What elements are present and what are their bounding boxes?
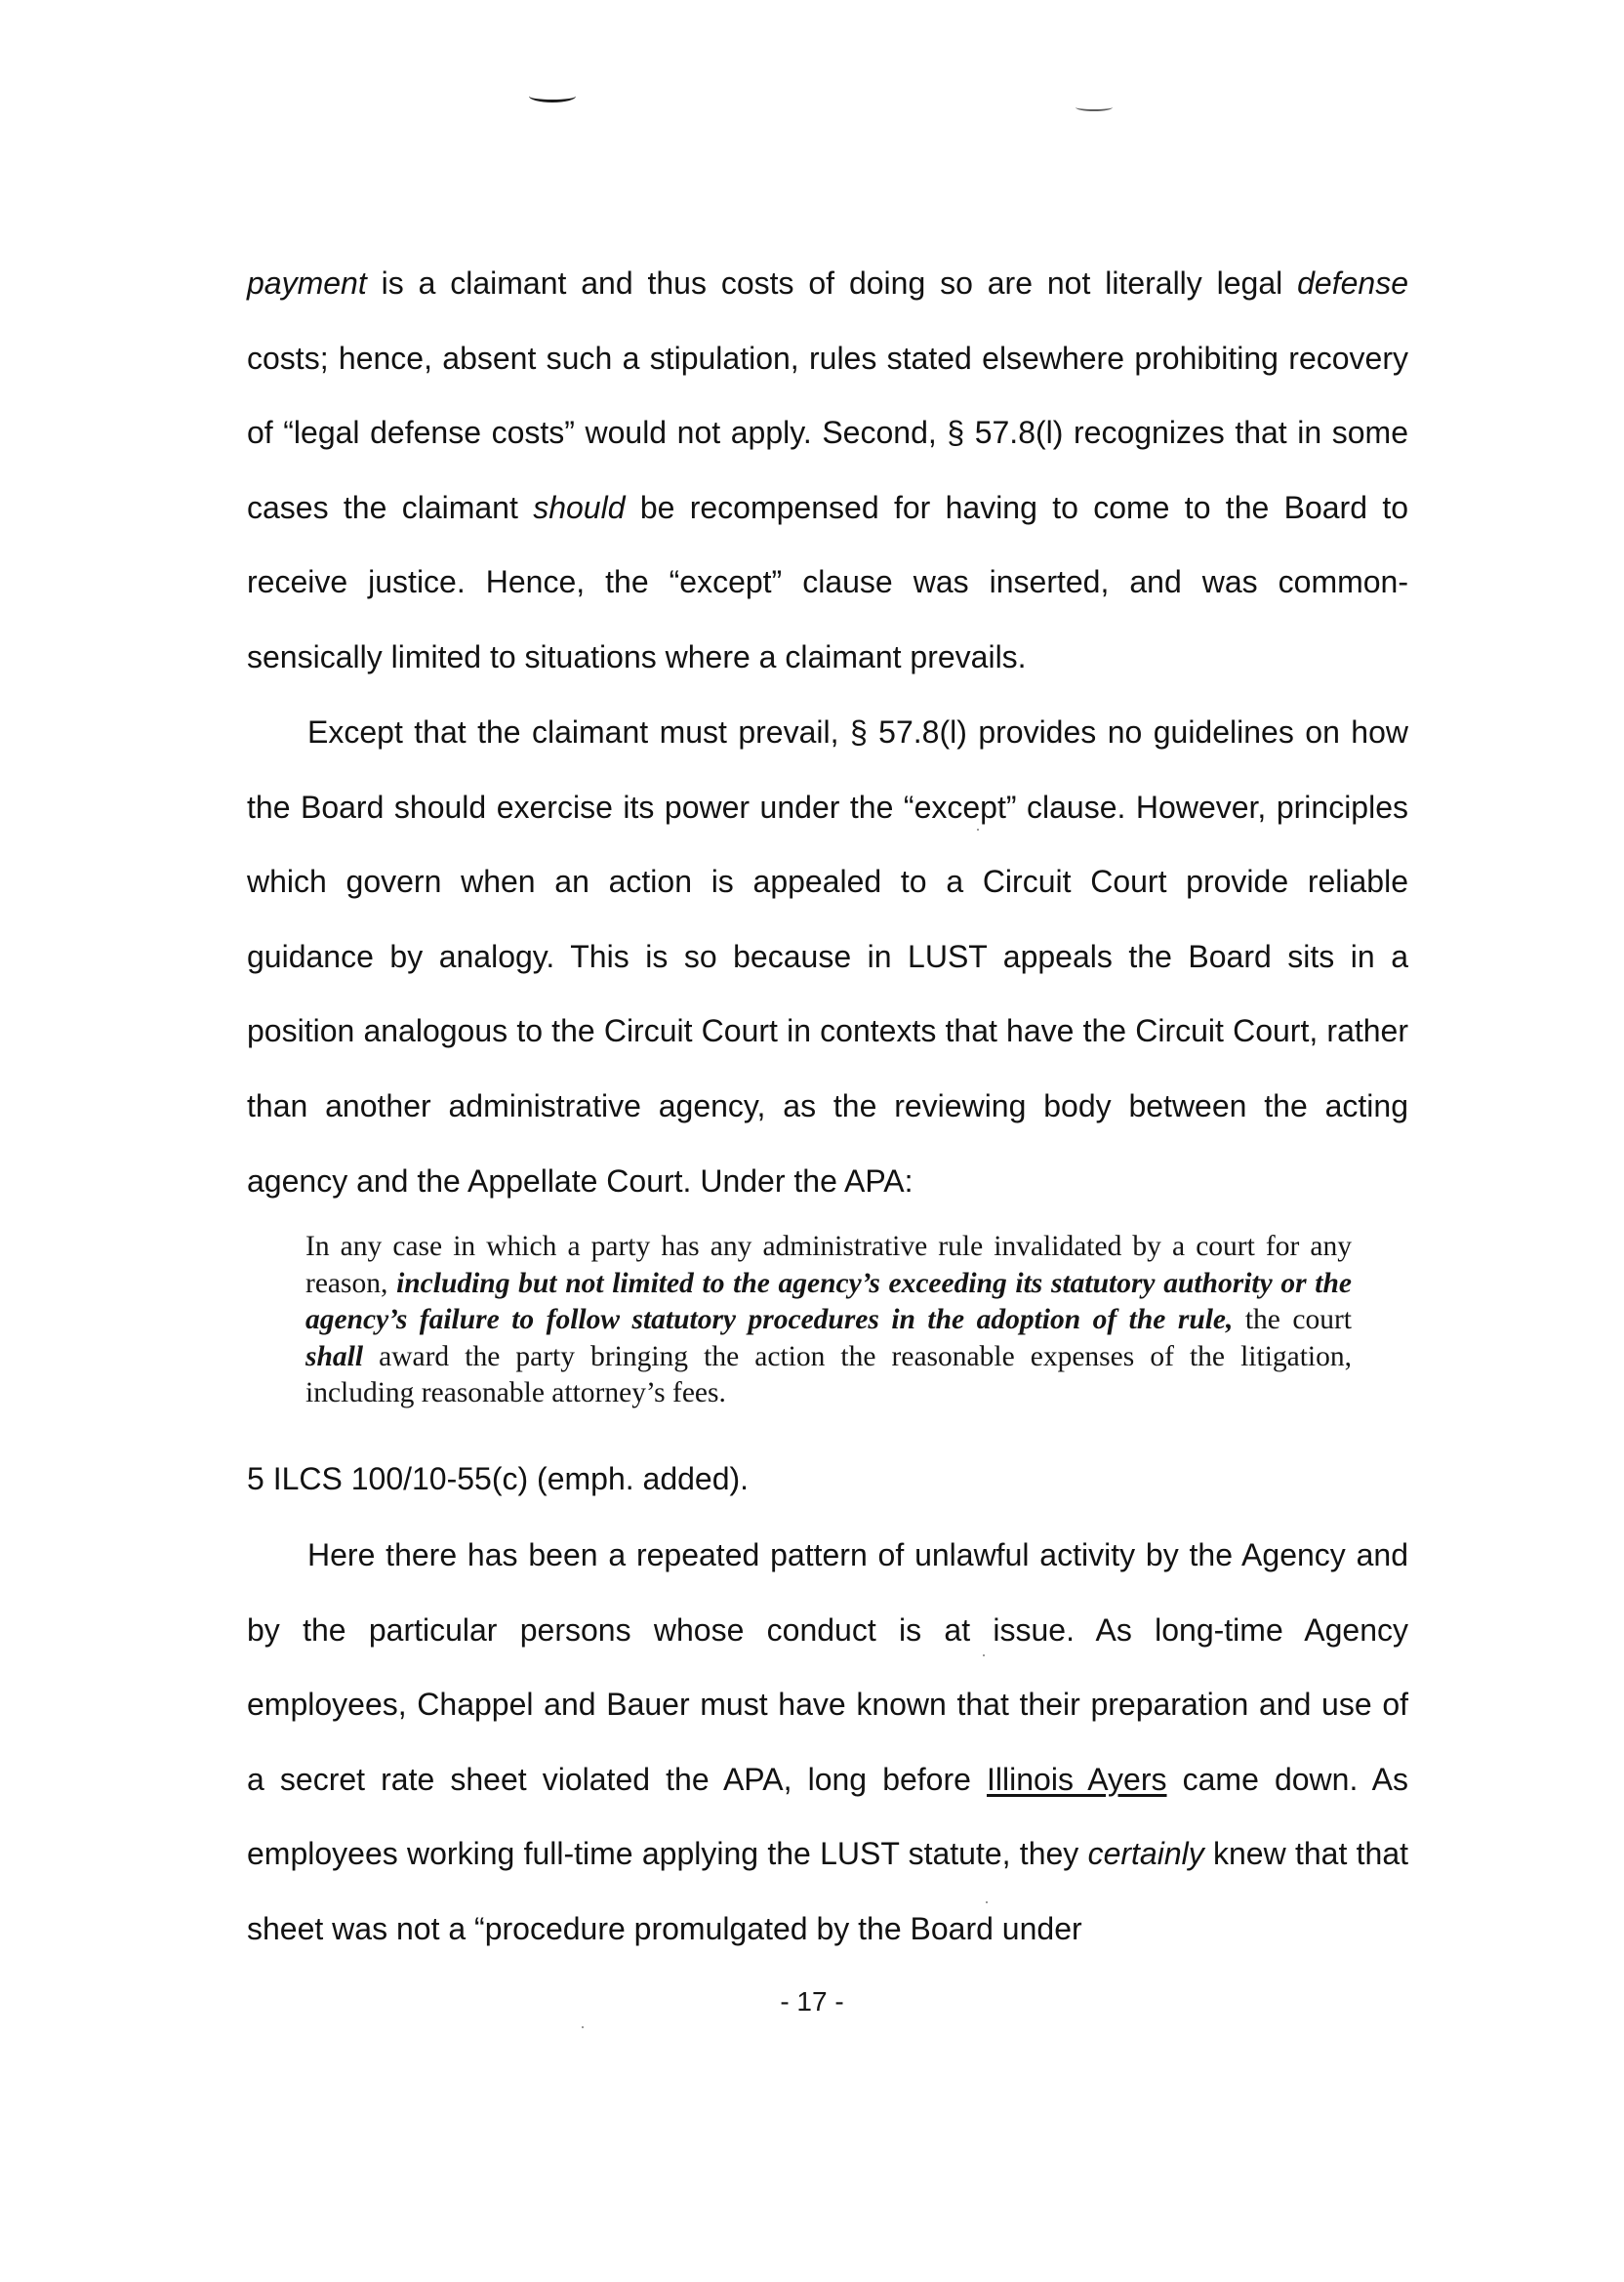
block-quote <box>305 1229 1352 1412</box>
text-span: In any case in which a party has any administrative rule invalidated by a court for any reason, <box>305 1231 1352 1299</box>
page-number: - 17 - <box>780 1986 844 2017</box>
case-name: Illinois Ayers <box>987 1761 1167 1797</box>
text-span: should <box>533 489 626 525</box>
text-span: defense <box>1297 265 1408 301</box>
text-span: came down. As employees working full-time applying the LUST statute, they <box>247 1761 1409 1872</box>
paragraph-1 <box>247 246 1408 695</box>
citation-text: 5 ILCS 100/10-55(c) (emph. added). <box>247 1461 750 1496</box>
scan-speck <box>582 2026 584 2028</box>
paragraph-4 <box>247 1518 1408 1967</box>
text-span: knew that that sheet was not a “procedure promulgated by the Board under <box>247 1836 1409 1946</box>
text-span: payment <box>247 265 367 301</box>
scan-mark <box>1076 103 1113 111</box>
scan-mark <box>529 90 576 102</box>
text-span: the court <box>1233 1304 1352 1335</box>
text-span: certainly <box>1087 1836 1204 1872</box>
paragraph-2 <box>247 695 1408 1218</box>
text-span: is a claimant and thus costs of doing so are not literally legal <box>366 265 1298 301</box>
text-span: be recompensed for having to come to the Board to receive justice. Hence, the “except” clause was inserted, and was common-sensically limited to situations where a claimant prevails. <box>247 489 1409 674</box>
text-span: Here there has been a repeated pattern of unlawful activity by the Agency and by the particular persons whose conduct is at issue. As long-time Agency employees, Chappel and Bauer must have known that their preparation and use of a secret rate sheet violated the APA, long before <box>247 1537 1408 1797</box>
emphasis-text: including but not limited to the agency’s exceeding its statutory authority or the agency’s failure to follow statutory procedures in the adoption of the rule, <box>305 1267 1352 1335</box>
citation <box>247 1442 1408 1517</box>
text-span: award the party bringing the action the reasonable expenses of the litigation, including reasonable attorney’s fees. <box>305 1340 1352 1408</box>
text-span: costs; hence, absent such a stipulation, rules stated elsewhere prohibiting recovery of “legal defense costs” would not apply. Second, § 57.8(l) recognizes that in some cases the claimant <box>247 340 1408 525</box>
paragraph-text: Except that the claimant must prevail, § 57.8(l) provides no guidelines on how the Board should exercise its power under the “except” clause. However, principles which govern when an action is appealed to a Circuit Court provide reliable guidance by analogy. This is so because in LUST appeals the Board sits in a position analogous to the Circuit Court in contexts that have the Circuit Court, rather than another administrative agency, as the reviewing body between the acting agency and the Appellate Court. Under the APA: <box>247 714 1408 1199</box>
emphasis-text: shall <box>305 1340 364 1372</box>
